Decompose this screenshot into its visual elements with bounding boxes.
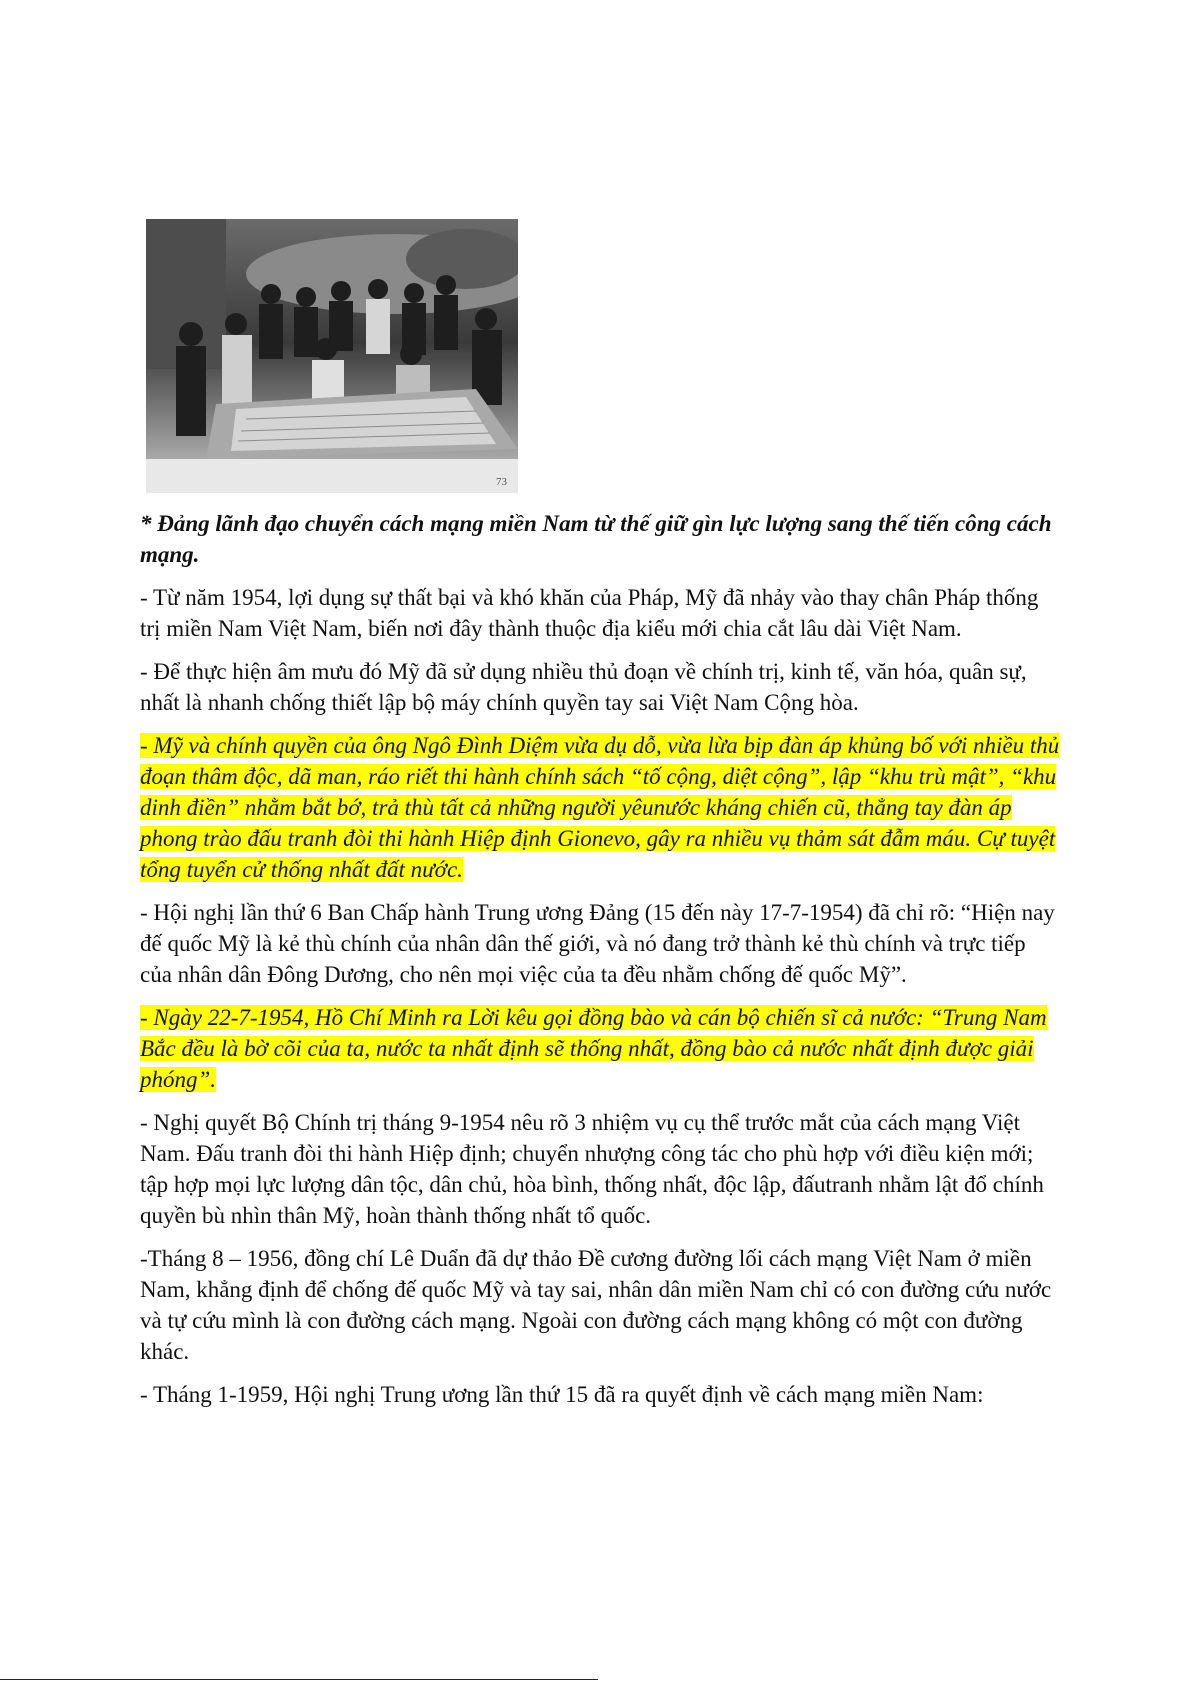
historical-photo bbox=[146, 219, 518, 493]
document-body bbox=[140, 508, 1060, 1422]
highlighted-paragraph-3 bbox=[140, 730, 1060, 885]
photo-corner-number: 73 bbox=[496, 476, 507, 488]
historical-meeting-photo-icon bbox=[146, 219, 518, 493]
highlight-text: - Ngày 22-7-1954, Hồ Chí Minh ra Lời kêu gọi đồng bào và cán bộ chiến sĩ cả nước: “Trung Nam Bắc đều là bờ cõi của ta, nước ta nhất định sẽ thống nhất, đồng bào cả nước nhất định được giải phóng”. bbox=[140, 1005, 1047, 1092]
paragraph-7: -Tháng 8 – 1956, đồng chí Lê Duẩn đã dự thảo Đề cương đường lối cách mạng Việt Nam ở miền Nam, khẳng định để chống đế quốc Mỹ và tay sai, nhân dân miền Nam chỉ có con đường cứu nước và tự cứu mình là con đường cách mạng. Ngoài con đường cách mạng không có một con đường khác. bbox=[140, 1246, 1052, 1364]
paragraph-8: - Tháng 1-1959, Hội nghị Trung ương lần thứ 15 đã ra quyết định về cách mạng miền Nam: bbox=[140, 1382, 984, 1407]
footer-divider bbox=[0, 1679, 598, 1680]
paragraph-4: - Hội nghị lần thứ 6 Ban Chấp hành Trung ương Đảng (15 đến này 17-7-1954) đã chỉ rõ: “Hiện nay đế quốc Mỹ là kẻ thù chính của nhân dân thế giới, và nó đang trở thành kẻ thù chính và trực tiếp của nhân dân Đông Dương, cho nên mọi việc của ta đều nhằm chống đế quốc Mỹ”. bbox=[140, 900, 1055, 987]
highlighted-paragraph-5 bbox=[140, 1002, 1060, 1095]
paragraph-2: - Để thực hiện âm mưu đó Mỹ đã sử dụng nhiều thủ đoạn về chính trị, kinh tế, văn hóa, quân sự, nhất là nhanh chống thiết lập bộ máy chính quyền tay sai Việt Nam Cộng hòa. bbox=[140, 659, 1027, 715]
highlight-text: - Mỹ và chính quyền của ông Ngô Đình Diệm vừa dụ dỗ, vừa lừa bịp đàn áp khủng bố với nhiều thủ đoạn thâm độc, dã man, ráo riết thi hành chính sách “tố cộng, diệt cộng”, lập “khu trù mật”, “khu dinh điền” nhằm bắt bớ, trả thù tất cả những người yêunước kháng chiến cũ, thẳng tay đàn áp phong trào đấu tranh đòi thi hành Hiệp định Gionevo, gây ra nhiều vụ thảm sát đẫm máu. Cự tuyệt tổng tuyển cử thống nhất đất nước. bbox=[140, 733, 1060, 882]
paragraph-6: - Nghị quyết Bộ Chính trị tháng 9-1954 nêu rõ 3 nhiệm vụ cụ thể trước mắt của cách mạng Việt Nam. Đấu tranh đòi thi hành Hiệp định; chuyển nhượng công tác cho phù hợp với điều kiện mới; tập hợp mọi lực lượng dân tộc, dân chủ, hòa bình, thống nhất, độc lập, đấutranh nhằm lật đổ chính quyền bù nhìn thân Mỹ, hoàn thành thống nhất tổ quốc. bbox=[140, 1110, 1044, 1228]
section-heading: * Đảng lãnh đạo chuyển cách mạng miền Nam từ thế giữ gìn lực lượng sang thế tiến công cách mạng. bbox=[140, 511, 1052, 567]
paragraph-1: - Từ năm 1954, lợi dụng sự thất bại và khó khăn của Pháp, Mỹ đã nhảy vào thay chân Pháp thống trị miền Nam Việt Nam, biến nơi đây thành thuộc địa kiểu mới chia cắt lâu dài Việt Nam. bbox=[140, 585, 1039, 641]
